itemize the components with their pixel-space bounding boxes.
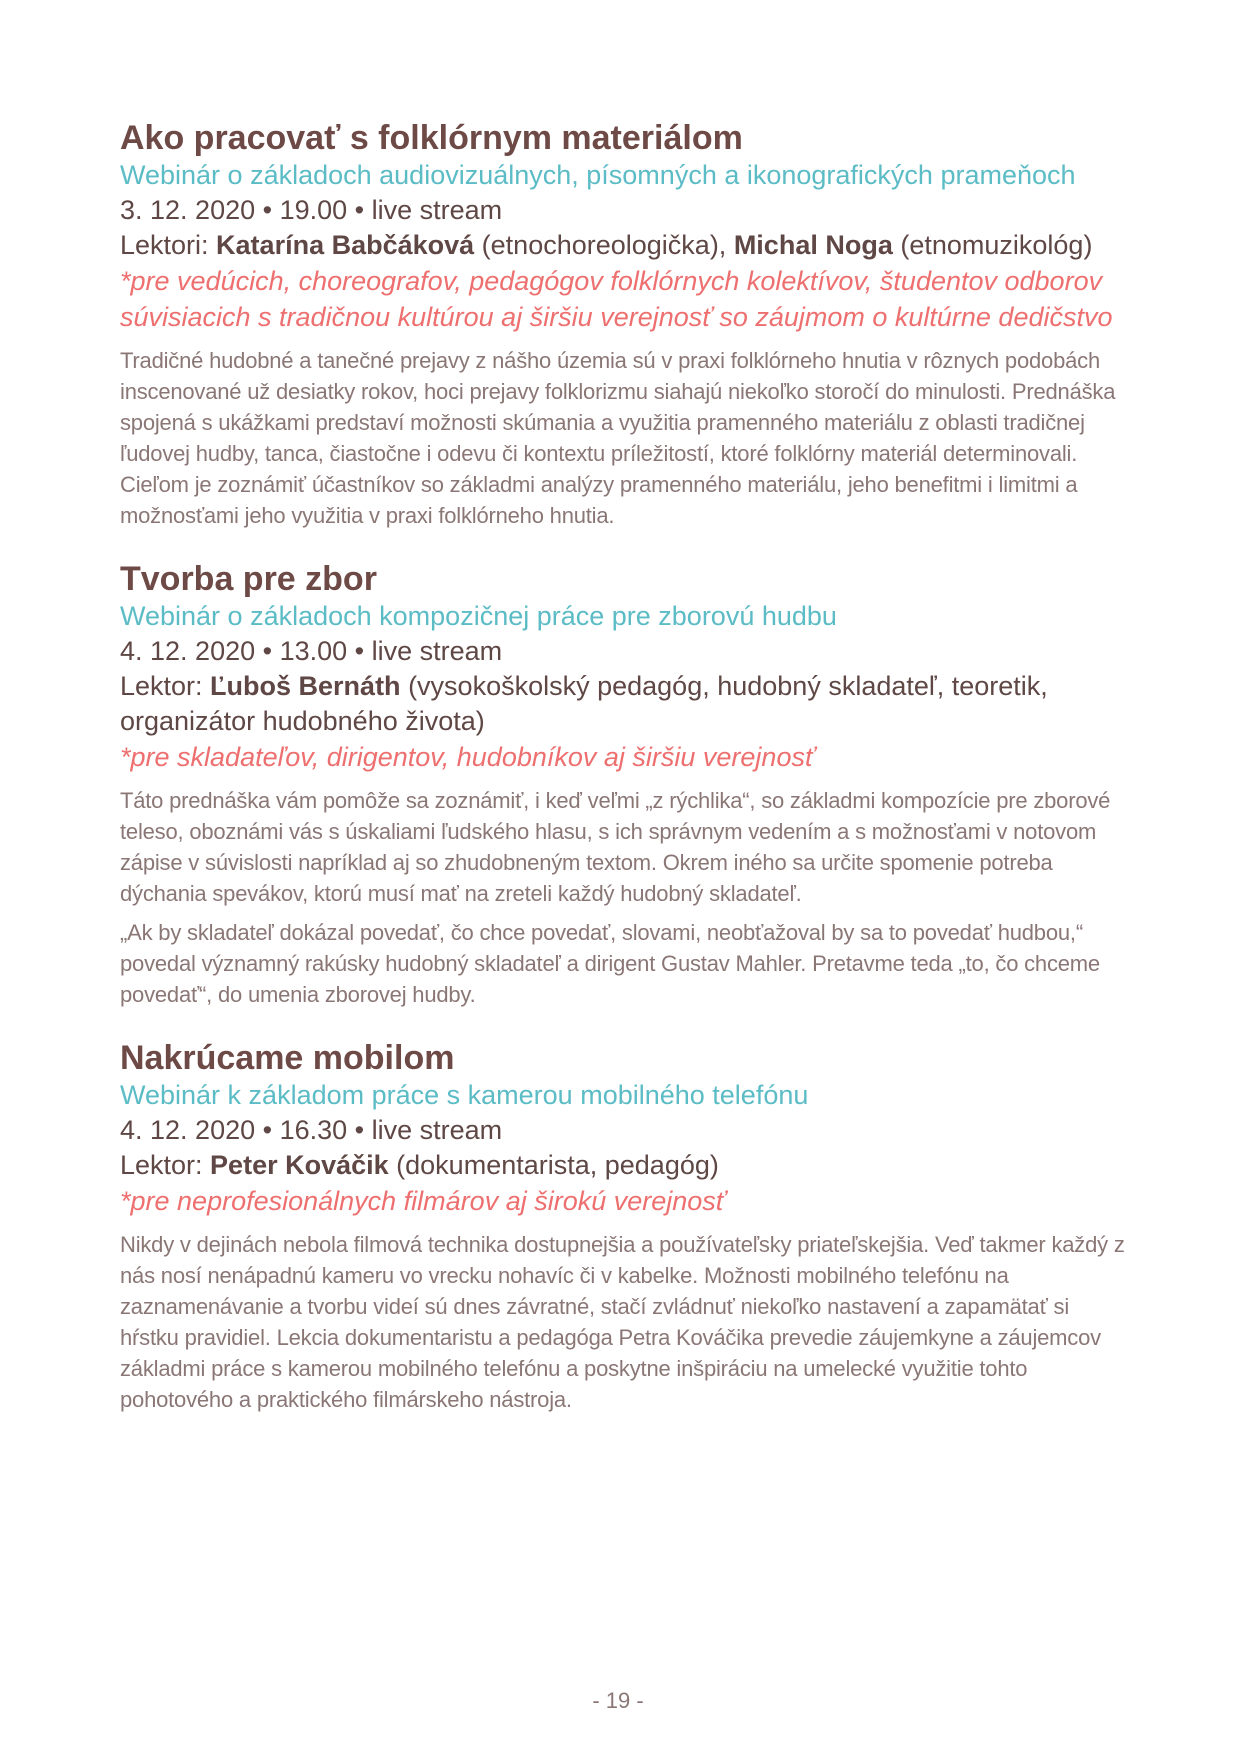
page-number: - 19 - (592, 1688, 644, 1713)
lecturer-role: (etnomuzikológ) (892, 230, 1093, 260)
lecturer-name: Ľuboš Bernáth (210, 671, 401, 701)
event-subtitle: Webinár o základoch kompozičnej práce pre zborovú hudbu (120, 601, 837, 631)
lecturer-role: (etnochoreologička), (474, 230, 734, 260)
lecturer-label: Lektor: (120, 671, 211, 701)
event-description: Nikdy v dejinách nebola filmová technika dostupnejšia a používateľsky priateľskejšia. Veď takmer každý z nás nosí nenápadnú kameru vo vrecku nohavíc či v kabelke. Možnosti mobilného telefónu na zaznamenávanie a tvorbu videí sú dnes závratné, stačí zvládnuť niekoľko nastavení a zapamätať si hŕstku pravidiel. Lekcia dokumentaristu a pedagóga Petra Kováčika prevedie záujemkyne a záujemcov základmi práce s kamerou mobilného telefónu a poskytne inšpiráciu na umelecké využitie tohto pohotového a praktického filmárskeho nástroja. (120, 1232, 1125, 1412)
event-datetime: 3. 12. 2020 • 19.00 • live stream (120, 195, 503, 225)
event-title: Nakrúcame mobilom (120, 1039, 455, 1077)
lecturer-role: (vysokoškolský pedagóg, hudobný skladateľ, teoretik, organizátor hudobného života) (120, 671, 1048, 736)
event-audience: *pre skladateľov, dirigentov, hudobníkov aj širšiu verejnosť (120, 742, 815, 772)
event-datetime: 4. 12. 2020 • 16.30 • live stream (120, 1115, 503, 1145)
event-datetime: 4. 12. 2020 • 13.00 • live stream (120, 636, 503, 666)
document-page (120, 118, 1130, 1415)
lecturer-label: Lektor: (120, 1150, 211, 1180)
event-section (120, 1038, 1130, 1415)
event-lecturers (120, 1148, 1130, 1183)
event-description: Tradičné hudobné a tanečné prejavy z nášho územia sú v praxi folklórneho hnutia v rôznych podobách inscenované už desiatky rokov, hoci prejavy folklorizmu siahajú niekoľko storočí do minulosti. Prednáška spojená s ukážkami predstaví možnosti skúmania a využitia pramenného materiálu z oblasti tradičnej ľudovej hudby, tanca, čiastočne i odevu či kontextu príležitostí, ktoré folklórny materiál determinovali. Cieľom je zoznámiť účastníkov so základmi analýzy pramenného materiálu, jeho benefitmi i limitmi a možnosťami jeho využitia v praxi folklórneho hnutia. (120, 348, 1116, 528)
lecturer-name: Peter Kováčik (210, 1150, 389, 1180)
lecturer-role: (dokumentarista, pedagóg) (388, 1150, 719, 1180)
event-subtitle: Webinár o základoch audiovizuálnych, písomných a ikonografických prameňoch (120, 160, 1076, 190)
event-section (120, 559, 1130, 1010)
event-audience: *pre neprofesionálnych filmárov aj širokú verejnosť (120, 1186, 726, 1216)
event-section (120, 118, 1130, 531)
event-title: Ako pracovať s folklórnym materiálom (120, 119, 743, 157)
lecturer-name: Katarína Babčáková (216, 230, 475, 260)
event-lecturers (120, 228, 1130, 263)
event-description: „Ak by skladateľ dokázal povedať, čo chce povedať, slovami, neobťažoval by sa to povedať hudbou,“ povedal významný rakúsky hudobný skladateľ a dirigent Gustav Mahler. Pretavme teda „to, čo chceme povedať“, do umenia zborovej hudby. (120, 920, 1100, 1007)
lecturer-label: Lektori: (120, 230, 217, 260)
event-title: Tvorba pre zbor (120, 560, 377, 598)
event-audience: *pre vedúcich, choreografov, pedagógov folklórnych kolektívov, študentov odborov súvisiacich s tradičnou kultúrou aj širšiu verejnosť so záujmom o kultúrne dedičstvo (120, 266, 1113, 332)
lecturer-name: Michal Noga (733, 230, 893, 260)
event-subtitle: Webinár k základom práce s kamerou mobilného telefónu (120, 1080, 809, 1110)
event-description: Táto prednáška vám pomôže sa zoznámiť, i keď veľmi „z rýchlika“, so základmi kompozície pre zborové teleso, oboznámi vás s úskaliami ľudského hlasu, s ich správnym vedením a s možnosťami v notovom zápise v súvislosti napríklad aj so zhudobneným textom. Okrem iného sa určite spomenie potreba dýchania spevákov, ktorú musí mať na zreteli každý hudobný skladateľ. (120, 788, 1111, 906)
event-lecturers (120, 669, 1130, 739)
